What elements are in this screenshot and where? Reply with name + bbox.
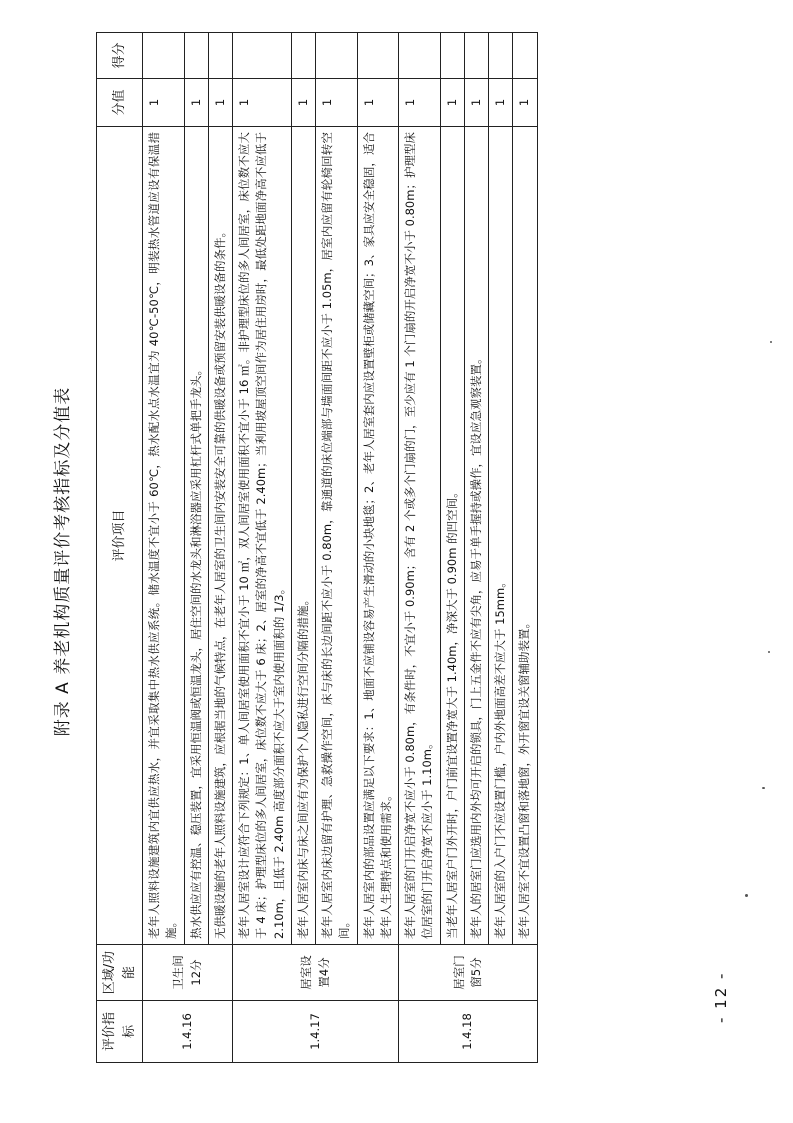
table-row xyxy=(208,33,232,1063)
header-points: 分值 xyxy=(97,79,143,127)
points-value: 1 xyxy=(208,79,232,127)
indicator-id: 1.4.18 xyxy=(399,1001,538,1063)
points-value: 1 xyxy=(291,79,315,127)
score-cell xyxy=(513,33,537,79)
table-row xyxy=(184,33,208,1063)
header-score: 得分 xyxy=(97,33,143,79)
scan-speck xyxy=(762,787,765,789)
evaluation-item: 老年人居室内床与床之间应有为保护个人隐私进行空间分隔的措施。 xyxy=(291,127,315,945)
evaluation-item: 当老年人居室户门外开时，户门前宜设置净宽大于 1.40m，净深大于 0.90m 的凹空间。 xyxy=(440,127,464,945)
evaluation-item: 老年人居室的入户门不应设置门槛，户内外地面高差不应大于 15mm。 xyxy=(489,127,513,945)
table-row xyxy=(399,33,441,1063)
points-value: 1 xyxy=(464,79,488,127)
table-row xyxy=(316,33,358,1063)
evaluation-item: 老年人居室设计应符合下列规定：1、单人间居室使用面积不宜小于 10 ㎡，双人间居室使用面积不宜小于 16 ㎡。非护理型床位的多人间居室，床位数不应大于 4 床；护理型床位的多人间居室，床位数不应大于 6 床；2、居室的净高不宜低于 2.40m；当利用坡屋顶空间作为居住用房时，最低处距地面净高不应低于 2.10m，且低于 2.40m 高度部分面积不应大于室内使用面积的 1/3。 xyxy=(233,127,292,945)
scan-speck xyxy=(768,651,770,653)
evaluation-item: 无供暖设施的老年人照料设施建筑，应根据当地的气候特点，在老年人居室的卫生间内安装安全可靠的供暖设备或预留安装供暖设备的条件。 xyxy=(208,127,232,945)
area-function: 居室门窗5分 xyxy=(399,945,538,1001)
scan-speck xyxy=(770,341,772,343)
scan-speck xyxy=(745,894,748,897)
points-value: 1 xyxy=(513,79,537,127)
points-value: 1 xyxy=(357,79,399,127)
table-header-row xyxy=(97,33,143,1063)
score-cell xyxy=(489,33,513,79)
header-item: 评价项目 xyxy=(97,127,143,945)
score-cell xyxy=(291,33,315,79)
table-row xyxy=(291,33,315,1063)
points-value: 1 xyxy=(399,79,441,127)
points-value: 1 xyxy=(316,79,358,127)
score-cell xyxy=(208,33,232,79)
table-row xyxy=(233,33,292,1063)
evaluation-item: 老年人居室内的部品设置应满足以下要求：1、地面不应铺设容易产生滑动的小块地毯；2、老年人居室套内应设置壁柜或储藏空间；3、家具应安全稳固，适合老年人生理特点和使用需求。 xyxy=(357,127,399,945)
area-function: 居室设置4分 xyxy=(233,945,399,1001)
points-value: 1 xyxy=(233,79,292,127)
page-title: 附录 A 养老机构质量评价考核指标及分值表 xyxy=(53,386,73,737)
points-value: 1 xyxy=(184,79,208,127)
points-value: 1 xyxy=(489,79,513,127)
score-cell xyxy=(357,33,399,79)
area-function: 卫生间12分 xyxy=(143,945,233,1001)
score-cell xyxy=(184,33,208,79)
table-row xyxy=(357,33,399,1063)
score-cell xyxy=(464,33,488,79)
score-cell xyxy=(143,33,185,79)
evaluation-item: 老年人居室不宜设置凸窗和落地窗，外开窗宜设关窗辅助装置。 xyxy=(513,127,537,945)
table-row xyxy=(489,33,513,1063)
page-number: - 12 - xyxy=(712,971,730,1023)
evaluation-item: 老年人照料设施建筑内宜供应热水，并宜采取集中热水供应系统。储水温度不宜小于 60℃，热水配水点水温宜为 40℃-50℃，明装热水管道应设有保温措施。 xyxy=(143,127,185,945)
points-value: 1 xyxy=(143,79,185,127)
evaluation-item: 热水供应应有控温、稳压装置，宜采用恒温阀或恒温龙头，居住空间的水龙头和淋浴器应采用杠杆式单把手龙头。 xyxy=(184,127,208,945)
score-cell xyxy=(316,33,358,79)
header-area: 区域/功能 xyxy=(97,945,143,1001)
indicator-id: 1.4.17 xyxy=(233,1001,399,1063)
evaluation-table xyxy=(96,32,538,1063)
table-body xyxy=(143,33,538,1063)
evaluation-item: 老年人居室内床边留有护理、急救操作空间，床与床的长边间距不应小于 0.80m，靠通道的床位端部与墙面间距不应小于 1.05m，居室内应留有轮椅回转空间。 xyxy=(316,127,358,945)
table-row xyxy=(513,33,537,1063)
table-row xyxy=(440,33,464,1063)
points-value: 1 xyxy=(440,79,464,127)
header-index: 评价指标 xyxy=(97,1001,143,1063)
table-row xyxy=(464,33,488,1063)
score-cell xyxy=(440,33,464,79)
score-cell xyxy=(399,33,441,79)
evaluation-item: 老年人的居室门应选用内外均可开启的锁具，门上五金件不应有尖角，应易于单手握持或操作，宜设应急观察装置。 xyxy=(464,127,488,945)
score-cell xyxy=(233,33,292,79)
indicator-id: 1.4.16 xyxy=(143,1001,233,1063)
evaluation-item: 老年人居室的门开启净宽不应小于 0.80m，有条件时，不宜小于 0.90m；含有 2 个或多个门扇的门，至少应有 1 个门扇的开启净宽不小于 0.80m；护理型床位居室的门开启净宽不应小于 1.10m。 xyxy=(399,127,441,945)
table-row xyxy=(143,33,185,1063)
